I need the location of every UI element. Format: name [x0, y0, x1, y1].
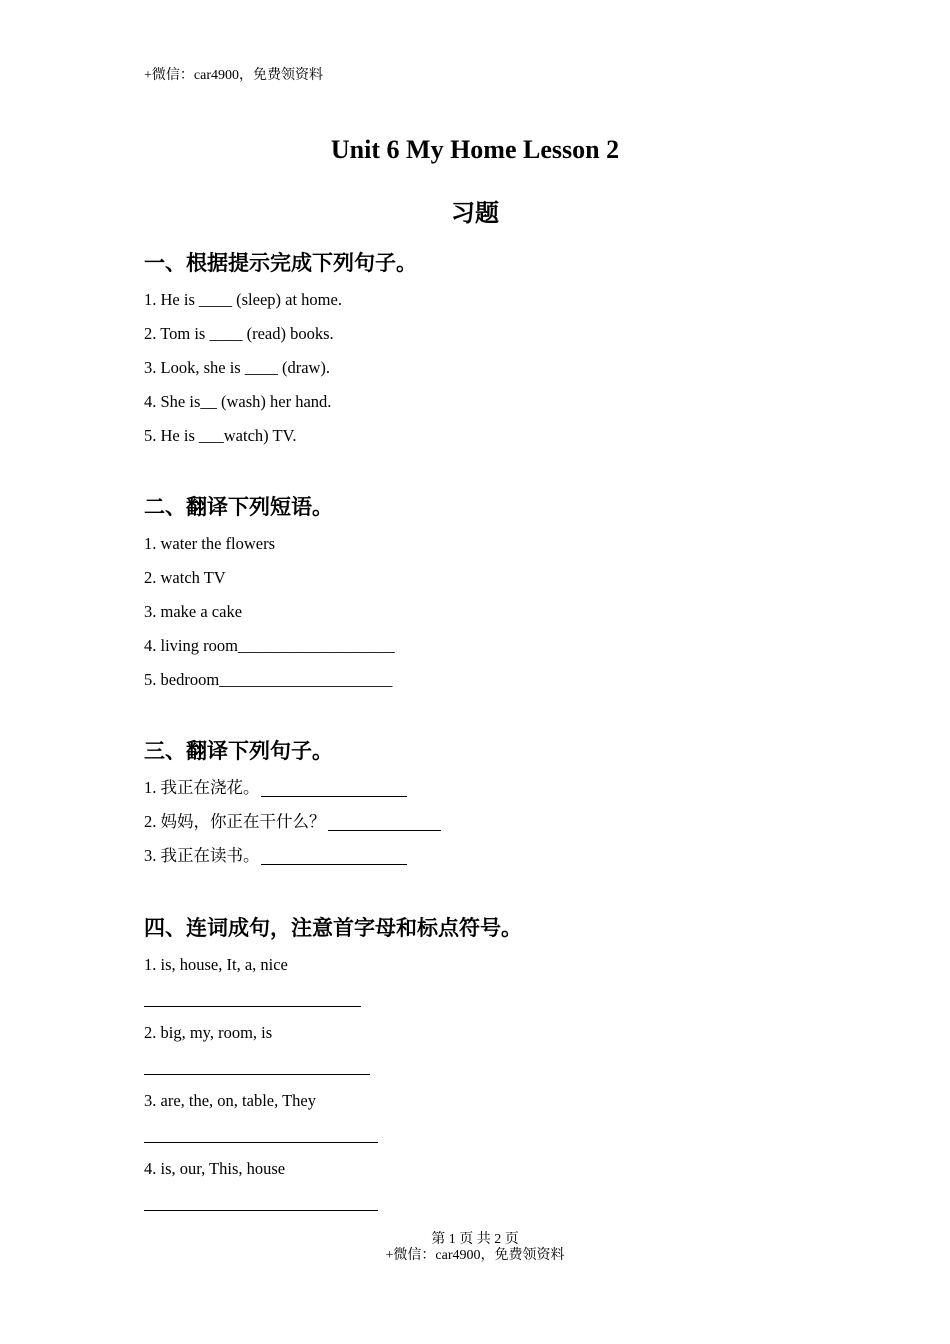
- section-1-item-1: 1. He is ____ (sleep) at home.: [144, 290, 342, 309]
- section-2-heading: 二、翻译下列短语。: [144, 495, 333, 519]
- section-2-item-5: 5. bedroom_____________________: [144, 670, 393, 689]
- answer-line: [144, 1210, 378, 1211]
- section-1-item-3: 3. Look, she is ____ (draw).: [144, 358, 331, 377]
- section-1-heading: 一、根据提示完成下列句子。: [144, 251, 417, 275]
- section-4-item-4: 4. is, our, This, house: [144, 1159, 286, 1178]
- section-4-item-1: 1. is, house, It, a, nice: [144, 955, 288, 974]
- section-4-heading: 四、连词成句，注意首字母和标点符号。: [144, 916, 522, 940]
- footer-note: +微信：car4900，免费领资料: [385, 1248, 565, 1263]
- section-2-item-3: 3. make a cake: [144, 602, 243, 621]
- section-3-item-3: 3. 我正在读书。: [144, 846, 260, 865]
- page-subtitle: 习题: [451, 199, 499, 227]
- answer-line: [144, 1074, 370, 1075]
- answer-line: [144, 1006, 361, 1007]
- section-1-item-4: 4. She is__ (wash) her hand.: [144, 392, 332, 411]
- section-4-item-2: 2. big, my, room, is: [144, 1023, 273, 1042]
- section-3-item-1: 1. 我正在浇花。: [144, 778, 260, 797]
- section-1-item-2: 2. Tom is ____ (read) books.: [144, 324, 334, 343]
- answer-line: [261, 864, 407, 865]
- header-note: +微信：car4900，免费领资料: [144, 68, 323, 83]
- answer-line: [261, 796, 407, 797]
- section-3-item-2: 2. 妈妈，你正在干什么？: [144, 812, 326, 831]
- page-number: 第 1 页 共 2 页: [431, 1232, 519, 1247]
- section-2-item-2: 2. watch TV: [144, 568, 226, 587]
- answer-line: [328, 830, 441, 831]
- section-1-item-5: 5. He is ___watch) TV.: [144, 426, 297, 445]
- section-2-item-1: 1. water the flowers: [144, 534, 276, 553]
- section-3-heading: 三、翻译下列句子。: [144, 739, 333, 763]
- page-title: Unit 6 My Home Lesson 2: [330, 135, 620, 164]
- section-4-item-3: 3. are, the, on, table, They: [144, 1091, 316, 1110]
- answer-line: [144, 1142, 378, 1143]
- section-2-item-4: 4. living room___________________: [144, 636, 395, 655]
